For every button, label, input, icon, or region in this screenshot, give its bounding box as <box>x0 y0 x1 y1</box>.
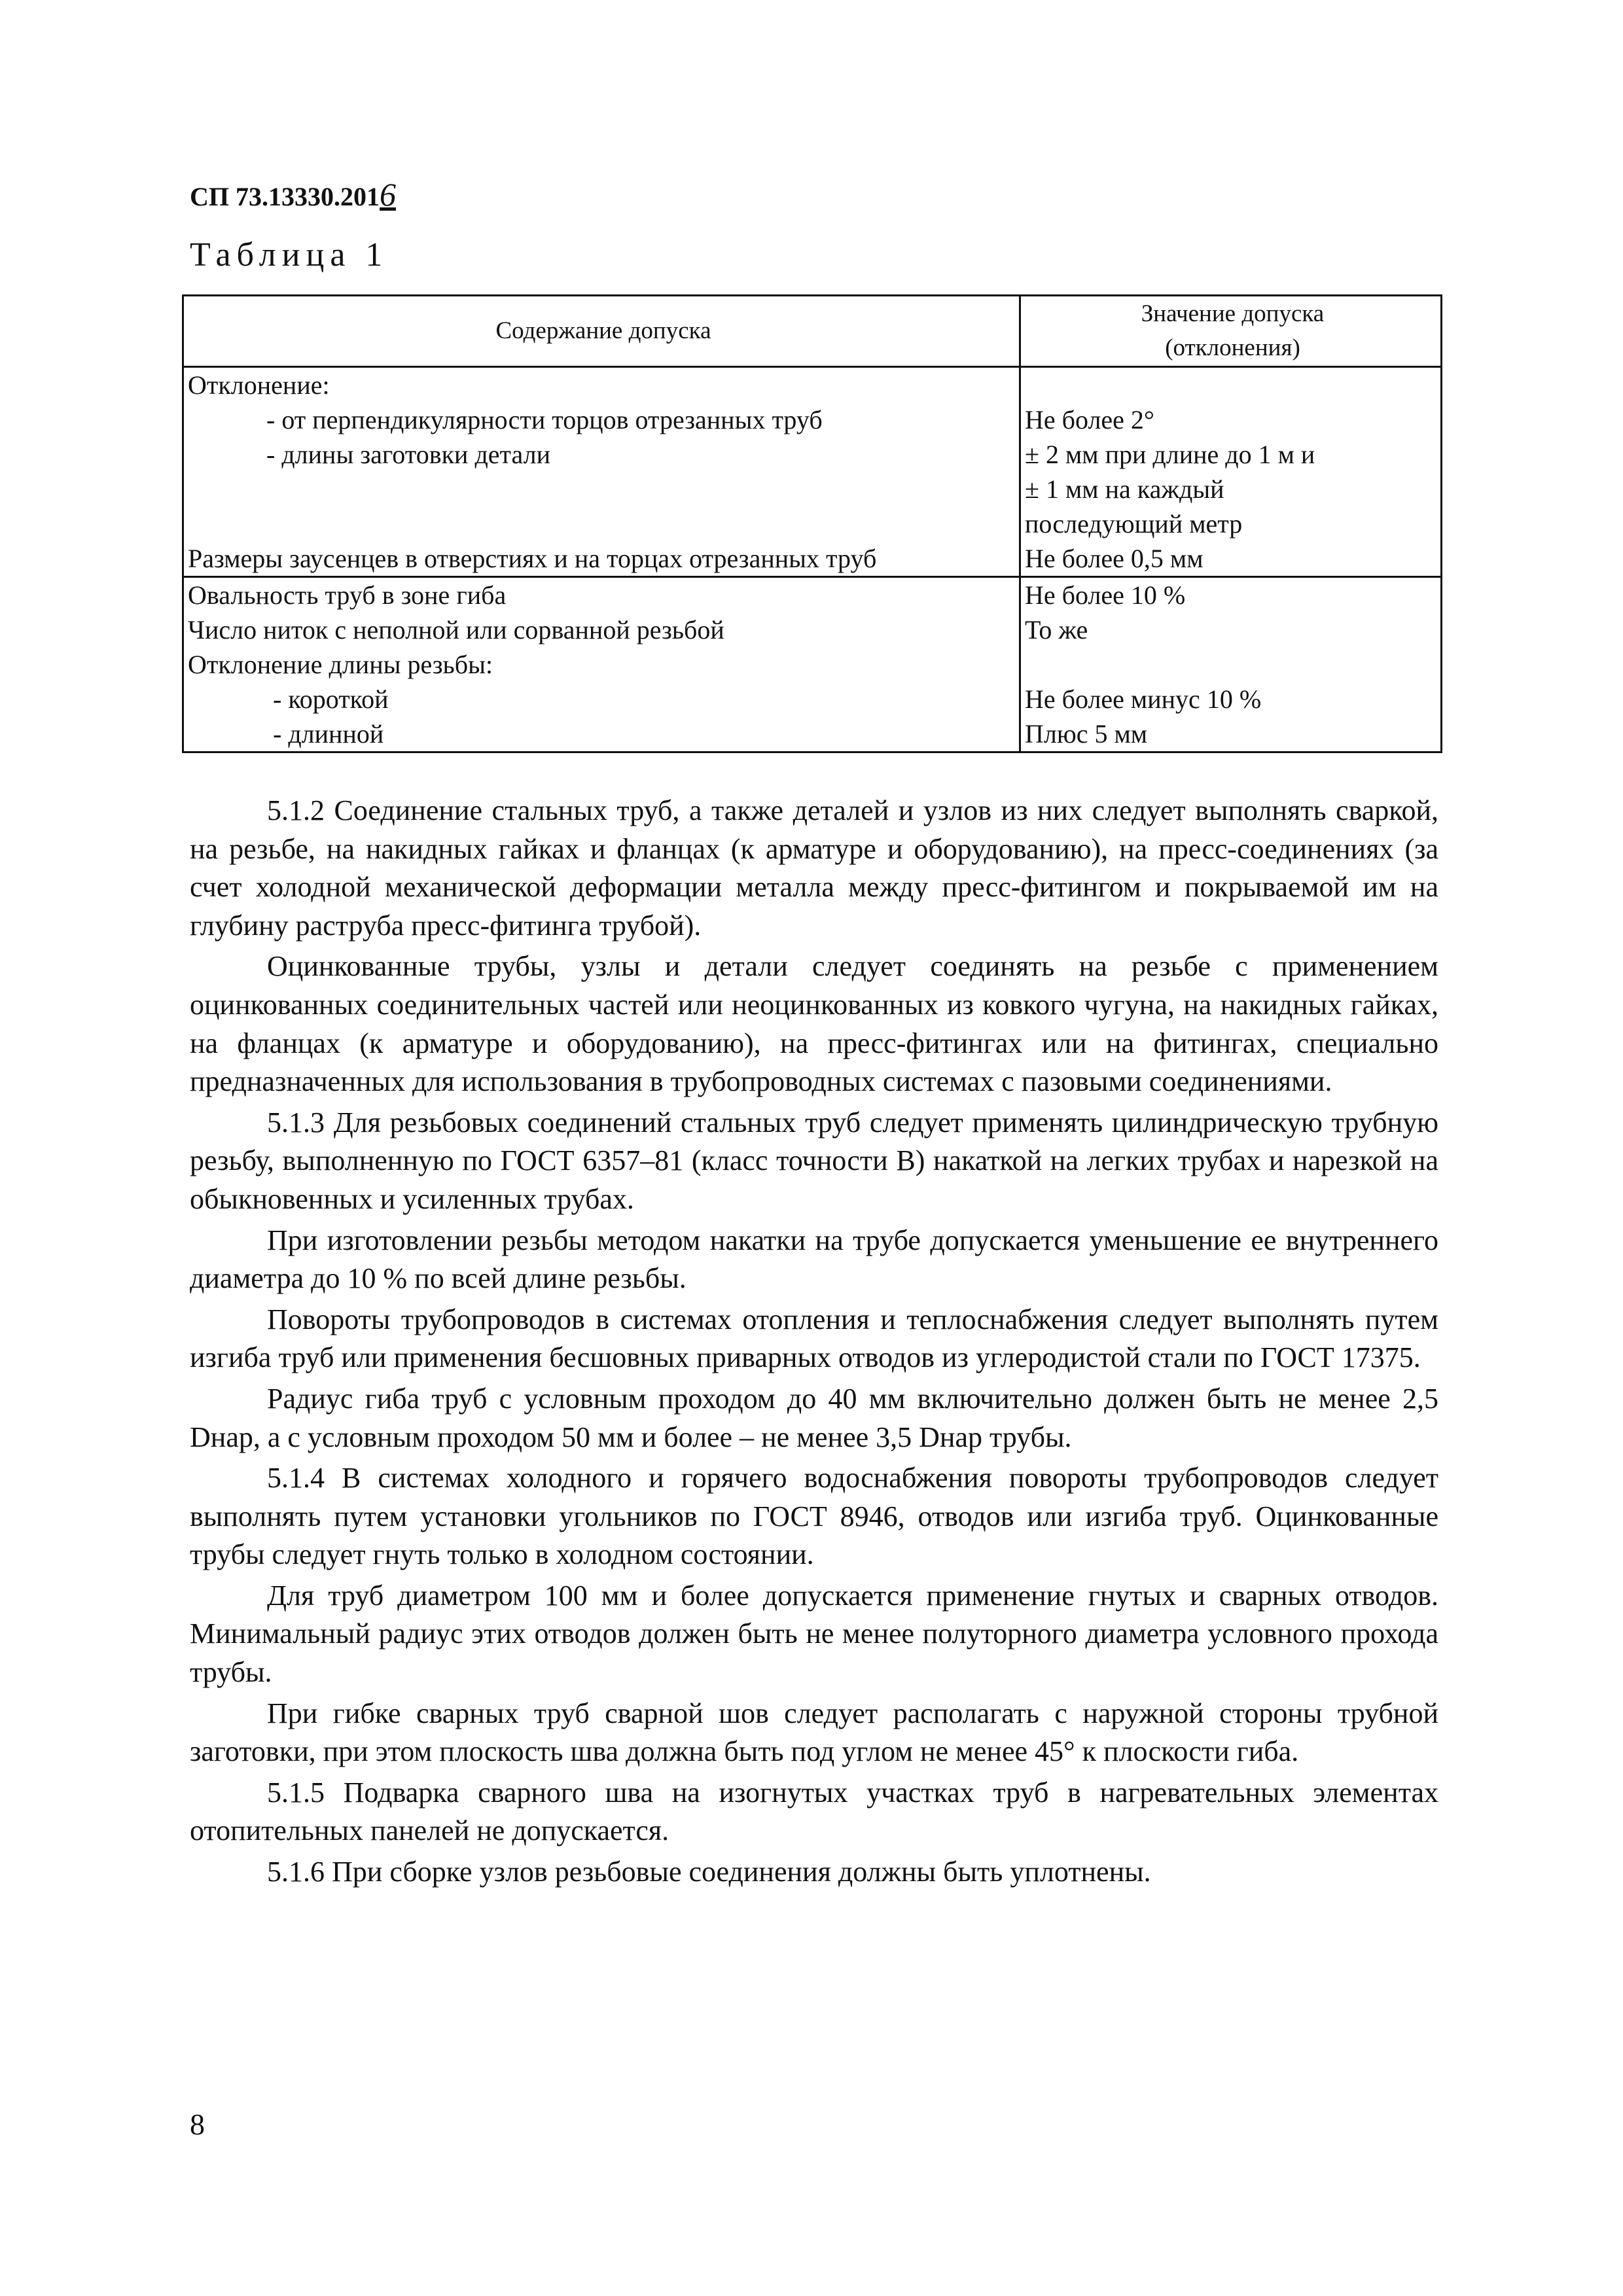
body-text <box>190 792 1438 1894</box>
page-number: 8 <box>190 2108 205 2141</box>
cell-line: - короткой <box>273 684 389 714</box>
cell-line: ± 2 мм при длине до 1 м и <box>1025 440 1315 469</box>
cell-line: - длинной <box>273 719 384 749</box>
paragraph: 5.1.5 Подварка сварного шва на изогнутых участках труб в нагревательных элементах отопительных панелей не допускается. <box>190 1776 1438 1847</box>
paragraph: 5.1.4 В системах холодного и горячего водоснабжения повороты трубопроводов следует выполнять путем установки угольников по ГОСТ 8946, отводов или изгиба труб. Оцинкованные трубы следует гнуть только в холодном состоянии. <box>190 1462 1438 1571</box>
paragraph: Оцинкованные трубы, узлы и детали следует соединять на резьбе с применением оцинкованных соединительных частей или неоцинкованных из ковкого чугуна, на накидных гайках, на фланцах (к арматуре и оборудованию), на пресс-фитингах или на фитингах, специально предназначенных для использования в трубопроводных системах с пазовыми соединениями. <box>190 950 1438 1098</box>
paragraph: При гибке сварных труб сварной шов следует располагать с наружной стороны трубной заготовки, при этом плоскость шва должна быть под углом не менее 45° к плоскости гиба. <box>190 1697 1438 1768</box>
cell-line: - длины заготовки детали <box>266 440 550 469</box>
document-code-text: СП 73.13330.201 <box>190 182 380 211</box>
cell-line: Овальность труб в зоне гиба <box>188 580 507 610</box>
table-cell-value <box>1020 367 1442 577</box>
document-code <box>190 175 396 213</box>
column-header-value <box>1020 296 1442 367</box>
column-header-value-line2: (отклонения) <box>1165 334 1300 361</box>
table-row <box>183 367 1442 577</box>
cell-line: последующий метр <box>1025 509 1243 539</box>
table-row <box>183 577 1442 752</box>
paragraph: 5.1.3 Для резьбовых соединений стальных труб следует применять цилиндрическую трубную резьбу, выполненную по ГОСТ 6357–81 (класс точности В) накаткой на легких трубах и нарезкой на обыкновенных и усиленных трубах. <box>190 1106 1438 1215</box>
paragraph: Повороты трубопроводов в системах отопления и теплоснабжения следует выполнять путем изгиба труб или применения бесшовных приварных отводов из углеродистой стали по ГОСТ 17375. <box>190 1303 1438 1374</box>
cell-line: Число ниток с неполной или сорванной резьбой <box>188 615 724 645</box>
column-header-value-line1: Значение допуска <box>1141 300 1325 327</box>
table-cell-content <box>183 577 1020 752</box>
cell-line: Не более 10 % <box>1025 580 1186 610</box>
cell-line: Отклонение длины резьбы: <box>188 650 493 679</box>
paragraph: Для труб диаметром 100 мм и более допускается применение гнутых и сварных отводов. Минимальный радиус этих отводов должен быть не менее полуторного диаметра условного прохода трубы. <box>190 1579 1438 1689</box>
paragraph: 5.1.6 При сборке узлов резьбовые соединения должны быть уплотнены. <box>267 1856 1151 1888</box>
table-cell-value <box>1020 577 1442 752</box>
table-title: Таблица 1 <box>190 236 389 274</box>
cell-line: - от перпендикулярности торцов отрезанных труб <box>266 405 823 434</box>
document-code-handwritten-digit: 6 <box>380 176 396 213</box>
table-header-row <box>183 296 1442 367</box>
paragraph: 5.1.2 Соединение стальных труб, а также деталей и узлов из них следует выполнять сваркой, на резьбе, на накидных гайках и фланцах (к арматуре и оборудованию), на пресс-соединениях (за счет холодной механической деформации металла между пресс-фитингом и покрываемой им на глубину раструба пресс-фитинга трубой). <box>190 794 1438 942</box>
paragraph: Радиус гиба труб с условным проходом до 40 мм включительно должен быть не менее 2,5 Dнар, а с условным проходом 50 мм и более – не менее 3,5 Dнар трубы. <box>190 1382 1438 1453</box>
cell-line: Плюс 5 мм <box>1025 719 1148 749</box>
cell-spacer <box>1025 368 1440 402</box>
cell-line: Не более минус 10 % <box>1025 684 1262 714</box>
table-cell-content <box>183 367 1020 577</box>
cell-line: Не более 2° <box>1025 405 1154 434</box>
cell-spacer <box>1025 647 1440 682</box>
cell-line: Не более 0,5 мм <box>1025 544 1204 573</box>
tolerance-table <box>182 294 1442 753</box>
cell-spacer <box>188 472 1019 541</box>
cell-line: То же <box>1025 615 1088 645</box>
paragraph: При изготовлении резьбы методом накатки на трубе допускается уменьшение ее внутреннего диаметра до 10 % по всей длине резьбы. <box>190 1224 1438 1295</box>
cell-line: Размеры заусенцев в отверстиях и на торцах отрезанных труб <box>188 544 877 573</box>
cell-line: ± 1 мм на каждый <box>1025 474 1224 504</box>
column-header-content: Содержание допуска <box>183 296 1020 367</box>
cell-line: Отклонение: <box>188 370 330 400</box>
